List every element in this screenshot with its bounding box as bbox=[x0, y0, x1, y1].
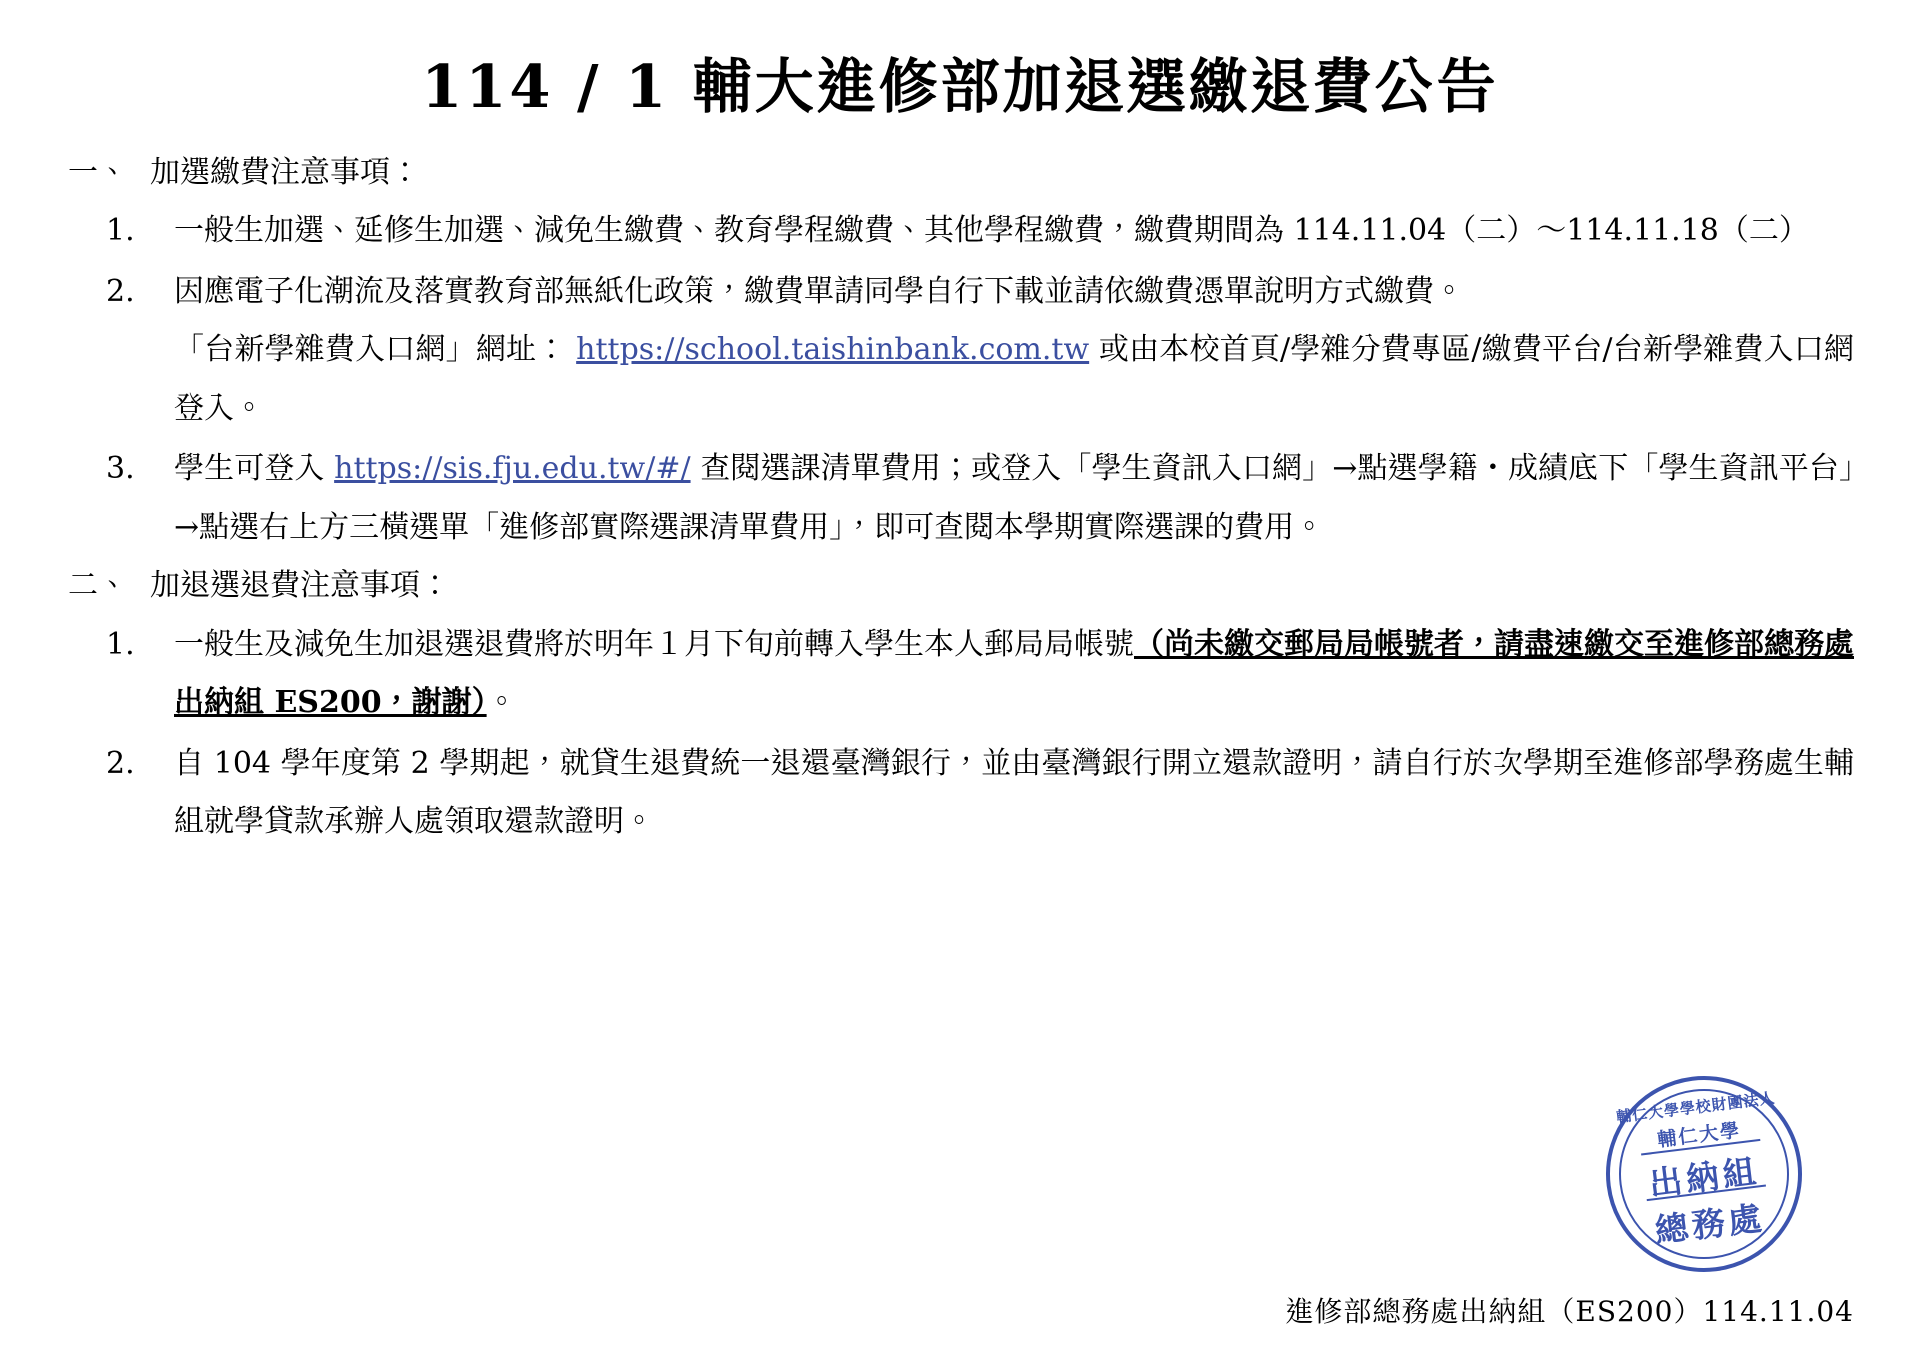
list-item bbox=[62, 440, 1858, 557]
section-heading-text: 加退選退費注意事項： bbox=[150, 568, 450, 604]
item2-line1: 因應電子化潮流及落實教育部無紙化政策，繳費單請同學自行下載並請依繳費憑單說明方式繳費。 bbox=[174, 273, 1464, 309]
list-item-number: 2. bbox=[106, 273, 135, 309]
sis-portal-link[interactable]: https://sis.fju.edu.tw/#/ bbox=[334, 451, 691, 487]
seal-university-name: 輔仁大學 bbox=[1656, 1119, 1743, 1152]
list-item-number: 1. bbox=[106, 626, 135, 662]
seal-office-name: 出納組 bbox=[1646, 1151, 1762, 1204]
seal-department-name: 總務處 bbox=[1652, 1198, 1768, 1251]
section-notice-refund bbox=[62, 563, 1858, 852]
list-item-text bbox=[174, 263, 1858, 439]
taishin-portal-link[interactable]: https://school.taishinbank.com.tw bbox=[576, 332, 1090, 368]
list-item-text: 一般生加選、延修生加選、減免生繳費、教育學程繳費、其他學程繳費，繳費期間為 114.11.04（二）～114.11.18（二） bbox=[174, 213, 1809, 249]
seal-arc-top: 輔仁大學學校財團法人 bbox=[1615, 1088, 1777, 1127]
official-seal-stamp bbox=[1595, 1065, 1813, 1283]
list-item-text bbox=[174, 616, 1858, 733]
list-item-number: 2. bbox=[106, 745, 135, 781]
list-item-number: 1. bbox=[106, 213, 135, 249]
document-footer: 進修部總務處出納組（ES200）114.11.04 bbox=[1285, 1295, 1854, 1328]
section-number: 二、 bbox=[68, 568, 128, 604]
page-title: 114 / 1 輔大進修部加退選繳退費公告 bbox=[421, 52, 1499, 121]
list-item bbox=[62, 735, 1858, 852]
refund-item1-normal: 一般生及減免生加退選退費將於明年１月下旬前轉入學生本人郵局局帳號 bbox=[174, 626, 1134, 662]
refund-item1-after: 。 bbox=[486, 685, 517, 721]
item3-after: 查閱選課清單費用；或登入「學生資訊入口網」→點選學籍・成績底下「學生資訊平台」→點選右上方三橫選單「進修部實際選課清單費用」，即可查閱本學期實際選課的費用。 bbox=[174, 451, 1854, 545]
section-heading-text: 加選繳費注意事項： bbox=[150, 154, 420, 190]
list-item bbox=[62, 616, 1858, 733]
refund-item1-emphasis: （尚未繳交郵局局帳號者，請盡速繳交至進修部總務處出納組 ES200，謝謝） bbox=[174, 626, 1854, 721]
item2-line2-before: 「台新學雜費入口網」網址： bbox=[174, 332, 567, 368]
section-number: 一、 bbox=[68, 154, 128, 190]
section-heading bbox=[62, 563, 1858, 610]
item3-before: 學生可登入 bbox=[174, 451, 325, 487]
section-heading bbox=[62, 150, 1858, 197]
item2-line2-after: 或由本校首頁/學雜分費專區/繳費平台/台新學雜費入口網登入。 bbox=[174, 332, 1855, 426]
list-item bbox=[62, 202, 1858, 261]
list-item bbox=[62, 263, 1858, 439]
section-notice-payment bbox=[62, 150, 1858, 558]
list-item-text: 自 104 學年度第 2 學期起，就貸生退費統一退還臺灣銀行，並由臺灣銀行開立還款證明，請自行於次學期至進修部學務處生輔組就學貸款承辦人處領取還款證明。 bbox=[174, 745, 1854, 840]
list-item-text bbox=[174, 440, 1858, 557]
list-item-number: 3. bbox=[106, 451, 135, 487]
